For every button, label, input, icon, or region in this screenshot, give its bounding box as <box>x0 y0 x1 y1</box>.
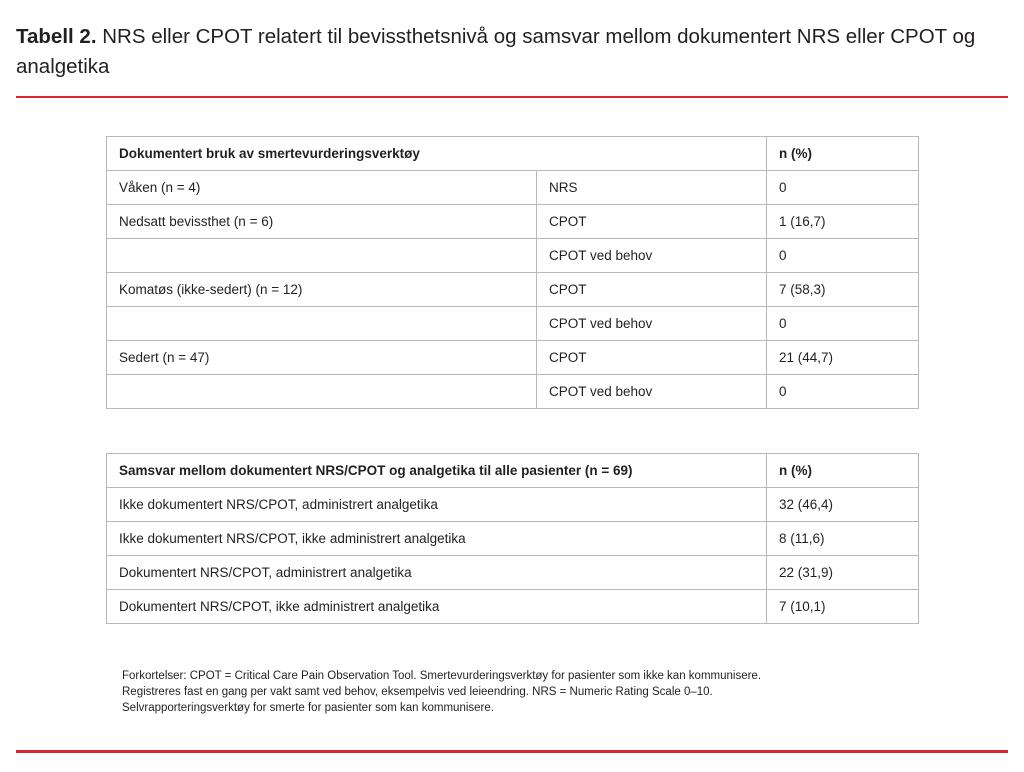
table1-tool-label: NRS <box>537 171 767 205</box>
page-title <box>16 22 976 82</box>
table1-tool-label: CPOT <box>537 205 767 239</box>
table-row <box>107 273 919 307</box>
table1-group-label <box>107 307 537 341</box>
table2-label: Ikke dokumentert NRS/CPOT, administrert analgetika <box>107 488 767 522</box>
table1-tool-label: CPOT <box>537 273 767 307</box>
table2-value: 22 (31,9) <box>767 556 919 590</box>
table-header-row <box>107 137 919 171</box>
title-description: NRS eller CPOT relatert til bevissthetsnivå og samsvar mellom dokumentert NRS eller CPOT og analgetika <box>16 25 976 78</box>
table2-value: 8 (11,6) <box>767 522 919 556</box>
table-documented-tool-use <box>106 136 919 409</box>
footnote-line-3: Selvrapporteringsverktøy for smerte for pasienter som kan kommunisere. <box>122 702 494 714</box>
table-row <box>107 205 919 239</box>
table1-header-col3: n (%) <box>767 137 919 171</box>
table-header-row <box>107 454 919 488</box>
table1-value: 0 <box>767 375 919 409</box>
table1-value: 1 (16,7) <box>767 205 919 239</box>
table1-group-label: Sedert (n = 47) <box>107 341 537 375</box>
table-row <box>107 522 919 556</box>
footnote <box>122 668 922 716</box>
table1-value: 0 <box>767 171 919 205</box>
bottom-divider <box>16 750 1008 753</box>
table2-header-col2: n (%) <box>767 454 919 488</box>
table2-label: Dokumentert NRS/CPOT, ikke administrert analgetika <box>107 590 767 624</box>
top-divider <box>16 96 1008 98</box>
table1-group-label <box>107 375 537 409</box>
table-row <box>107 171 919 205</box>
table1-value: 0 <box>767 307 919 341</box>
table1-tool-label: CPOT <box>537 341 767 375</box>
table2-header-col1: Samsvar mellom dokumentert NRS/CPOT og analgetika til alle pasienter (n = 69) <box>107 454 767 488</box>
table1-tool-label: CPOT ved behov <box>537 307 767 341</box>
table1-group-label: Våken (n = 4) <box>107 171 537 205</box>
table2-label: Ikke dokumentert NRS/CPOT, ikke administrert analgetika <box>107 522 767 556</box>
table1-tool-label: CPOT ved behov <box>537 375 767 409</box>
table-row <box>107 590 919 624</box>
table1-group-label: Nedsatt bevissthet (n = 6) <box>107 205 537 239</box>
table2-label: Dokumentert NRS/CPOT, administrert analgetika <box>107 556 767 590</box>
footnote-line-1: Forkortelser: CPOT = Critical Care Pain Observation Tool. Smertevurderingsverktøy for pasienter som ikke kan kommunisere. <box>122 670 762 682</box>
title-text <box>16 22 976 82</box>
table2-value: 32 (46,4) <box>767 488 919 522</box>
table1-value: 7 (58,3) <box>767 273 919 307</box>
table-row <box>107 307 919 341</box>
table-row <box>107 341 919 375</box>
table-row <box>107 488 919 522</box>
table-row <box>107 556 919 590</box>
footnote-line-2: Registreres fast en gang per vakt samt ved behov, eksempelvis ved leieendring. NRS = Numeric Rating Scale 0–10. <box>122 686 713 698</box>
table1-header-col1: Dokumentert bruk av smertevurderingsverktøy <box>107 137 767 171</box>
table1-value: 21 (44,7) <box>767 341 919 375</box>
table1-tool-label: CPOT ved behov <box>537 239 767 273</box>
table1-group-label <box>107 239 537 273</box>
table1-value: 0 <box>767 239 919 273</box>
title-label: Tabell 2. <box>16 25 97 48</box>
table-row <box>107 375 919 409</box>
table2-value: 7 (10,1) <box>767 590 919 624</box>
table-row <box>107 239 919 273</box>
table1-group-label: Komatøs (ikke-sedert) (n = 12) <box>107 273 537 307</box>
table-agreement-analgesics <box>106 453 919 624</box>
